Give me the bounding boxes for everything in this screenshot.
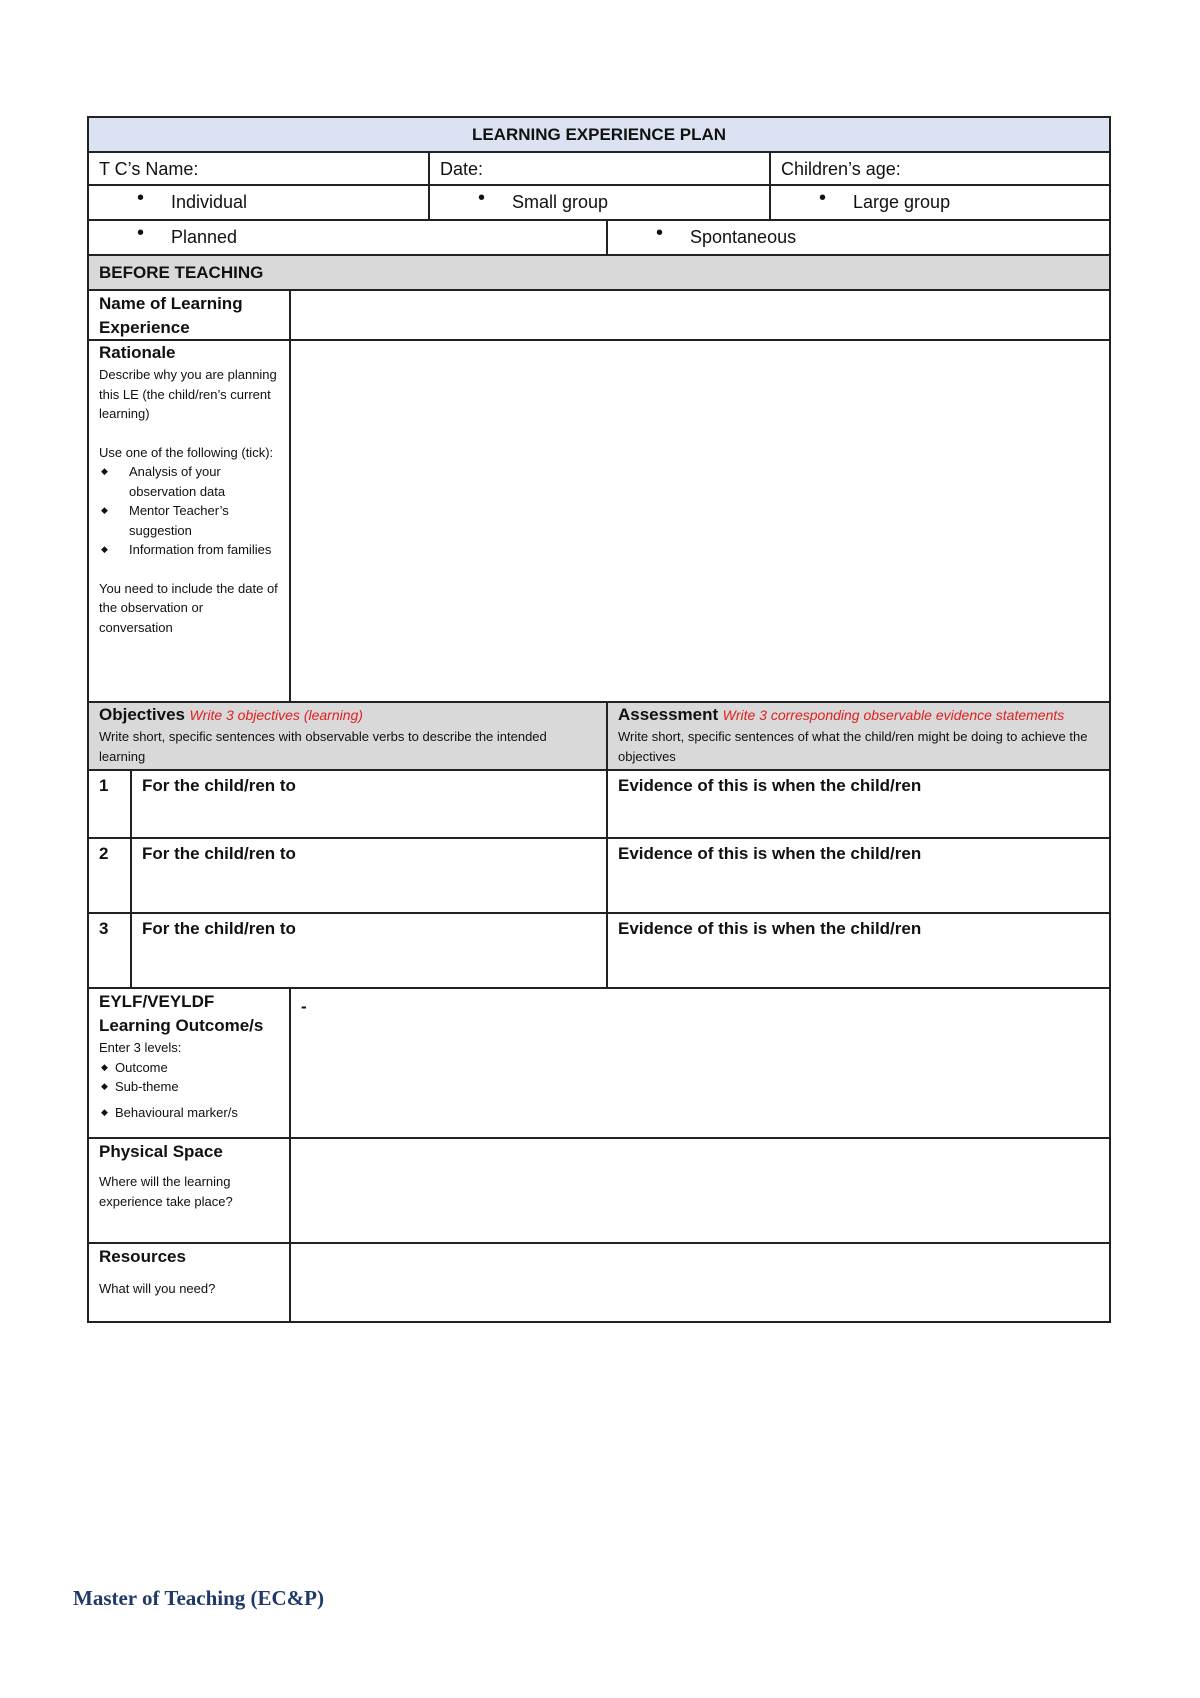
objective-number: 1	[89, 771, 132, 837]
objectives-label: Objectives	[99, 705, 185, 724]
outcome-level: ◆ Sub-theme	[99, 1077, 279, 1097]
assessment-desc: Write short, specific sentences of what the child/ren might be doing to achieve the objectives	[618, 729, 1088, 764]
objective-input[interactable]: For the child/ren to	[132, 914, 608, 987]
evidence-input[interactable]: Evidence of this is when the child/ren	[618, 776, 922, 795]
rationale-option[interactable]: ◆ Analysis of your observation data	[99, 462, 279, 501]
rationale-label-cell	[89, 341, 291, 701]
objectives-header	[89, 703, 608, 769]
assessment-header	[608, 703, 1109, 769]
physical-space-row	[87, 1139, 1111, 1244]
rationale-option[interactable]: ◆ Information from families	[99, 540, 279, 560]
type-row	[87, 221, 1111, 256]
date-field[interactable]: Date:	[430, 153, 771, 184]
name-row	[87, 291, 1111, 341]
option-small-group[interactable]: • Small group	[430, 186, 771, 219]
outcomes-levels	[99, 1058, 279, 1123]
rationale-option[interactable]: ◆ Mentor Teacher’s suggestion	[99, 501, 279, 540]
assessment-hint: Write 3 corresponding observable evidence statements	[722, 707, 1065, 723]
rationale-desc: Describe why you are planning this LE (the child/ren’s current learning)	[99, 367, 277, 421]
objective-row	[87, 771, 1111, 839]
outcomes-input[interactable]: -	[301, 997, 307, 1016]
option-individual[interactable]: • Individual	[89, 186, 430, 219]
objective-input[interactable]: For the child/ren to	[132, 839, 608, 912]
children-age-field[interactable]: Children’s age:	[781, 159, 901, 179]
rationale-use-one: Use one of the following (tick):	[99, 444, 274, 460]
objectives-hint: Write 3 objectives (learning)	[189, 707, 363, 723]
rationale-options	[99, 462, 279, 560]
physical-space-label: Physical Space	[99, 1142, 223, 1161]
outcome-level: ◆ Behavioural marker/s	[99, 1103, 279, 1123]
objective-row	[87, 914, 1111, 989]
outcomes-label: EYLF/VEYLDF Learning Outcome/s	[99, 992, 264, 1035]
title-row	[87, 116, 1111, 153]
option-spontaneous[interactable]: • Spontaneous	[608, 221, 1109, 254]
resources-label-cell	[89, 1244, 291, 1321]
info-row	[87, 153, 1111, 186]
objective-number: 2	[89, 839, 132, 912]
resources-desc: What will you need?	[99, 1281, 216, 1296]
rationale-label: Rationale	[99, 343, 176, 362]
outcome-level: ◆ Outcome	[99, 1058, 279, 1078]
resources-label: Resources	[99, 1247, 186, 1266]
objectives-desc: Write short, specific sentences with observable verbs to describe the intended learning	[99, 729, 547, 764]
outcomes-row	[87, 989, 1111, 1139]
physical-space-label-cell	[89, 1139, 291, 1242]
resources-input[interactable]	[291, 1244, 1109, 1321]
before-teaching-row	[87, 256, 1111, 291]
rationale-row	[87, 341, 1111, 703]
name-of-learning-label: Name of Learning Experience	[89, 291, 291, 339]
form-title: LEARNING EXPERIENCE PLAN	[89, 118, 1109, 151]
assessment-label: Assessment	[618, 705, 719, 724]
group-row	[87, 186, 1111, 221]
before-teaching-heading: BEFORE TEACHING	[89, 256, 1109, 289]
rationale-input[interactable]	[291, 341, 1109, 701]
resources-row	[87, 1244, 1111, 1323]
objective-input[interactable]: For the child/ren to	[132, 771, 608, 837]
lesson-plan-table	[87, 116, 1111, 1323]
outcomes-enter: Enter 3 levels:	[99, 1040, 182, 1055]
name-of-learning-input[interactable]	[291, 291, 1109, 339]
objective-row	[87, 839, 1111, 914]
rationale-note: You need to include the date of the observation or conversation	[99, 580, 278, 635]
evidence-input[interactable]: Evidence of this is when the child/ren	[618, 919, 922, 938]
objectives-header-row	[87, 703, 1111, 771]
physical-space-desc: Where will the learning experience take place?	[99, 1174, 233, 1209]
option-large-group[interactable]: • Large group	[771, 186, 1109, 219]
physical-space-input[interactable]	[291, 1139, 1109, 1242]
evidence-input[interactable]: Evidence of this is when the child/ren	[618, 844, 922, 863]
outcomes-label-cell	[89, 989, 291, 1137]
footer-text: Master of Teaching (EC&P)	[73, 1586, 325, 1610]
tc-name-field[interactable]: T C’s Name:	[89, 153, 430, 184]
option-planned[interactable]: • Planned	[89, 221, 608, 254]
objective-number: 3	[89, 914, 132, 987]
